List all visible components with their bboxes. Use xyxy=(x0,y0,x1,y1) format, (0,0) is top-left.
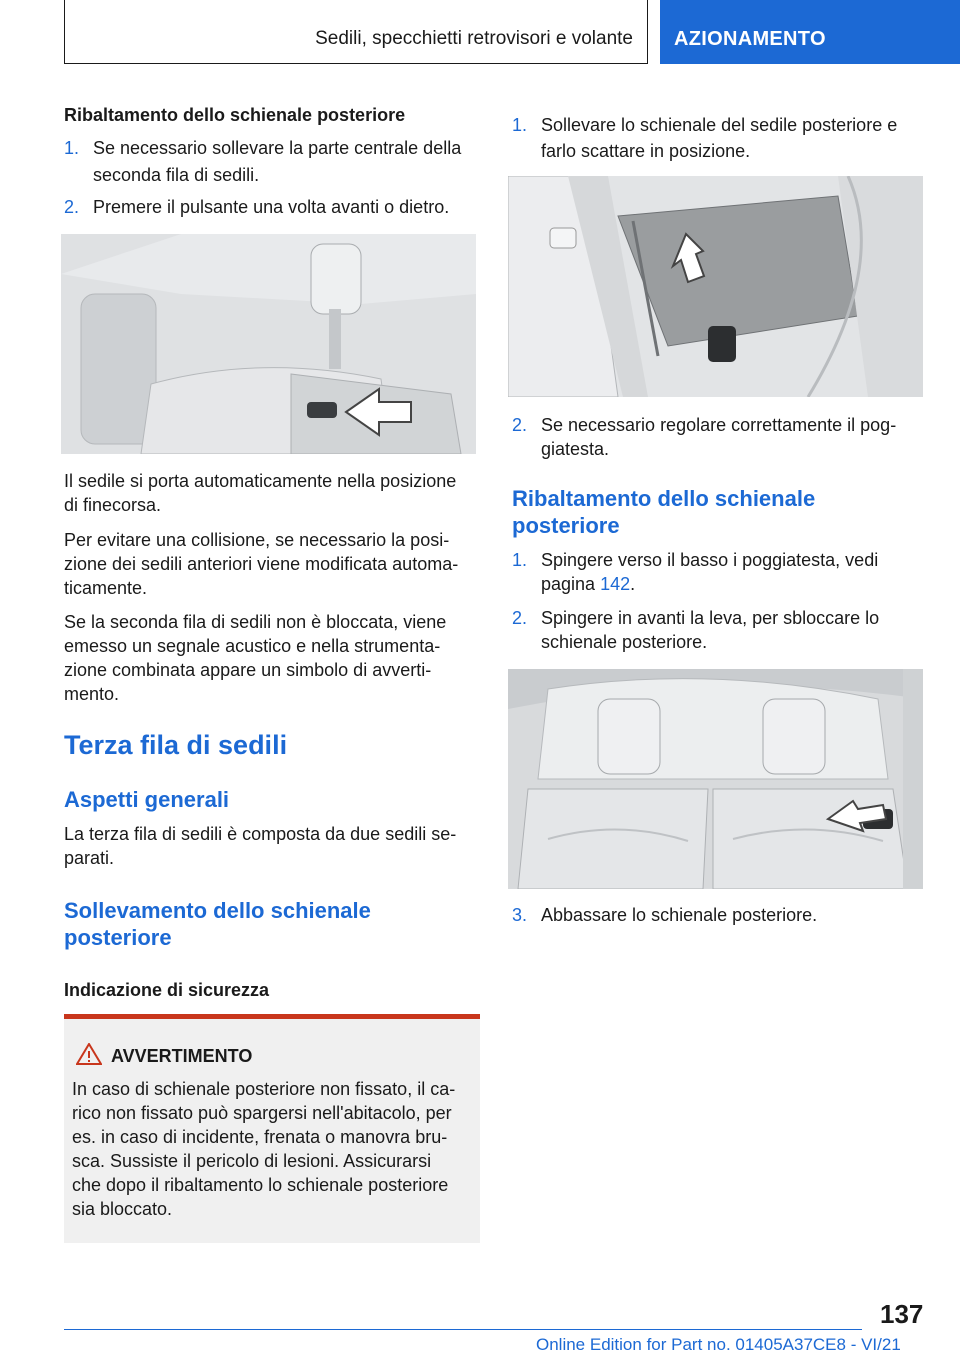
para-line: zione combinata appare un simbolo di avverti- xyxy=(64,660,432,680)
step-text: Se necessario sollevare la parte centrale della xyxy=(93,138,462,158)
general-line: La terza fila di sedili è composta da due sedili se- xyxy=(64,824,457,844)
step-text: Sollevare lo schienale del sedile posteriore e xyxy=(541,115,898,135)
step-text-suffix: . xyxy=(630,574,636,594)
seat-button-illustration xyxy=(61,234,476,454)
warning-box xyxy=(64,1014,480,1243)
step-number: 2. xyxy=(512,608,528,628)
step-number: 1. xyxy=(64,138,80,158)
heading-raise: posteriore xyxy=(64,925,172,950)
general-line: parati. xyxy=(64,848,115,868)
safety-label: Indicazione di sicurezza xyxy=(64,980,270,1000)
header-section-box xyxy=(64,0,648,64)
warning-triangle-icon xyxy=(76,1043,102,1065)
warning-line: In caso di schienale posteriore non fissato, il ca- xyxy=(72,1079,456,1099)
para-line: Per evitare una collisione, se necessario la posi- xyxy=(64,530,450,550)
step-text: farlo scattare in posizione. xyxy=(541,141,751,161)
warning-line: sia bloccato. xyxy=(72,1199,173,1219)
step-number: 3. xyxy=(512,905,528,925)
raise-backrest-drawing xyxy=(508,176,923,397)
fold-subtitle: Ribaltamento dello schienale posteriore xyxy=(64,105,406,125)
para-line: zione dei sedili anteriori viene modificata automa- xyxy=(64,554,459,574)
page-link-142[interactable]: 142 xyxy=(600,574,631,594)
step-number: 2. xyxy=(64,197,80,217)
third-row-seats-illustration xyxy=(508,669,923,889)
para-line: mento. xyxy=(64,684,120,704)
step-text: schienale posteriore. xyxy=(541,632,708,652)
para-line: Se la seconda fila di sedili non è bloccata, viene xyxy=(64,612,447,632)
warning-line: es. in caso di incidente, frenata o manovra bru- xyxy=(72,1127,448,1147)
step-text: Spingere in avanti la leva, per sbloccare lo xyxy=(541,608,880,628)
step-text-prefix: pagina xyxy=(541,574,601,594)
step-text: Abbassare lo schienale posteriore. xyxy=(541,905,818,925)
step-text: Se necessario regolare correttamente il pog- xyxy=(541,415,897,435)
chapter-tab[interactable] xyxy=(660,0,960,64)
step-number: 2. xyxy=(512,415,528,435)
para-line: emesso un segnale acustico e nella strumenta- xyxy=(64,636,441,656)
section-title: Sedili, specchietti retrovisori e volante xyxy=(315,28,633,49)
warning-title: AVVERTIMENTO xyxy=(111,1046,253,1066)
heading-general: Aspetti generali xyxy=(64,787,230,812)
heading-raise: Sollevamento dello schienale xyxy=(64,898,371,923)
heading-third-row: Terza fila di sedili xyxy=(64,730,288,760)
heading-fold: Ribaltamento dello schienale xyxy=(512,486,816,511)
raise-backrest-illustration xyxy=(508,176,923,397)
para-line: Il sedile si porta automaticamente nella posizione xyxy=(64,471,457,491)
step-number: 1. xyxy=(512,115,528,135)
heading-fold: posteriore xyxy=(512,513,620,538)
step-text: seconda fila di sedili. xyxy=(93,165,260,185)
warning-line: rico non fissato può spargersi nell'abitacolo, per xyxy=(72,1103,452,1123)
para-line: ticamente. xyxy=(64,578,148,598)
third-row-seats-drawing xyxy=(508,669,923,889)
chapter-label: AZIONAMENTO xyxy=(674,28,826,50)
step-text: giatesta. xyxy=(541,439,610,459)
step-number: 1. xyxy=(512,550,528,570)
page-number: 137 xyxy=(880,1299,924,1329)
warning-line: che dopo il ribaltamento lo schienale posteriore xyxy=(72,1175,449,1195)
para-line: di finecorsa. xyxy=(64,495,162,515)
step-text xyxy=(541,572,635,596)
seat-button-drawing xyxy=(61,234,476,454)
step-text: Spingere verso il basso i poggiatesta, vedi xyxy=(541,550,879,570)
warning-line: sca. Sussiste il pericolo di lesioni. Assicurarsi xyxy=(72,1151,432,1171)
step-text: Premere il pulsante una volta avanti o dietro. xyxy=(93,197,450,217)
edition-text: Online Edition for Part no. 01405A37CE8 - VI/21 xyxy=(536,1335,901,1354)
footer-rule xyxy=(64,1329,862,1330)
